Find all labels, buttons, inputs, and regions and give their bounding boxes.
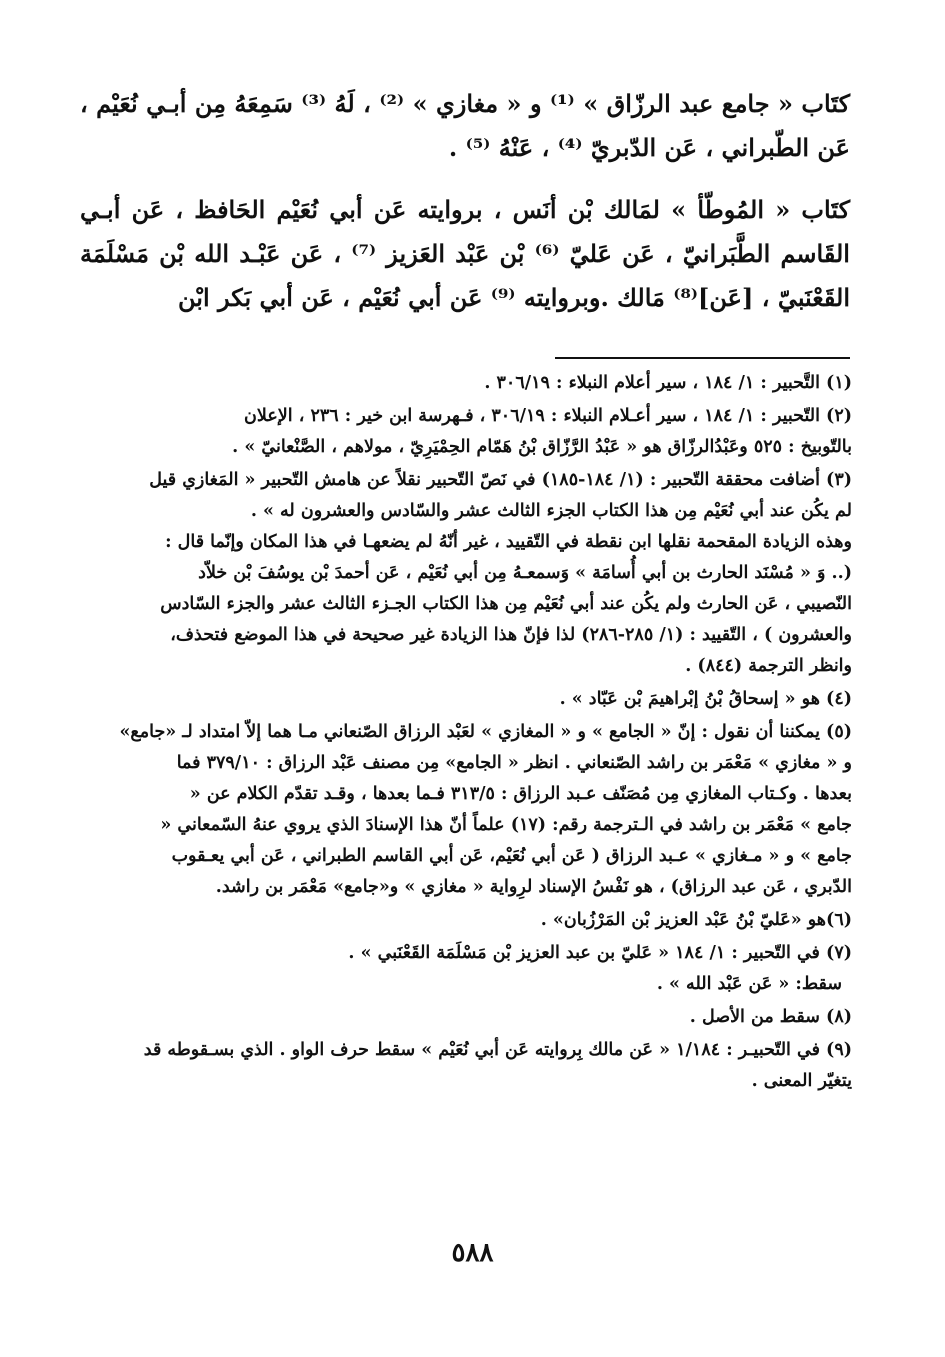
footnote-4 [75, 684, 852, 715]
footnote-5 [75, 717, 852, 903]
footnote-line: (٥) يمكننا أن نقول : إنّ « الجامع » و « المغازي » لعَبْد الرزاق الصّنعاني مـا هما إلاّ امتداد لـ «جامع» [119, 722, 852, 742]
footnote-line: (.. وَ « مُسْنَد الحارث بن أبي أُسامَة » وَسمعـهُ مِن أبي نُعَيْم ، عَن أحمدَ بْن يوسُفَ بْن خلاّد [198, 563, 852, 583]
footnote-line: جامع » مَعْمَر بن راشد في الـترجمة رقم: (١٧) علماً أنّ هذا الإسنادَ الذي يروي عنهُ السّمعاني « [160, 815, 852, 835]
footnote-line: (٨) سقط من الأصل . [689, 1007, 852, 1027]
footnote-9 [75, 1035, 852, 1097]
footnote-line: بالتّوبيخ : ٥٢٥ وعَبْدُالرزّاق هو « عَبْدُ الرَّزّاق بْنُ هَمّام الحِمْيَرِيّ ، مولاهم ، الصَّنْعانيّ » . [232, 437, 852, 457]
footnote-3 [75, 465, 852, 682]
footnote-line: سقط: « عَن عَبْد الله » . [656, 974, 842, 994]
footnote-2 [75, 401, 852, 463]
footnotes [75, 368, 852, 1099]
footnote-line: لم يكُن عند أبي نُعَيْم مِن هذا الكتاب الجزء الثالث عشر والسّادس والعشرون له » . [250, 501, 852, 521]
footnote-line: وانظر الترجمة (٨٤٤) . [685, 656, 852, 676]
page-number: ٥٨٨ [451, 1238, 494, 1268]
footnote-line: جامع » و « مـغازي » عـبد الرزاق ( عَن أبي نُعَيْم، عَن أبي القاسم الطبراني ، عَن أبي يعـقوب [171, 846, 852, 866]
footnote-line: (٢) التّحبير : ١/ ١٨٤ ، سير أعـلام النبلاء : ٣٠٦/١٩ ، فـهرسة ابن خير : ٢٣٦ ، الإعلان [244, 406, 852, 426]
footnote-line: (٤) هو « إسحاقُ بْنُ إبْراهيمَ بْن عَبّاد » . [559, 689, 852, 709]
footnote-line: النّصيبي ، عَن الحارث ولم يكُن عند أبي نُعَيْم مِن هذا الكتاب الجـزء الثالث عشر والجزء السّادس [160, 594, 852, 614]
footnote-6 [75, 905, 852, 936]
footnote-line: (٣) أضافت محققة التّحبير : (١/ ١٨٤-١٨٥) في نَصّ التّحبير نقلاً عن هامش التّحبير « المَغازي قيل [149, 470, 852, 490]
footnote-line: والعشرون ) ، التّقييد : (١/ ٢٨٥-٢٨٦) لذا فإنّ هذا الزيادة غير صحيحة في هذا الموضع فتحذف، [170, 625, 852, 645]
footnote-line: (٩) في التّحبيـر : ١/١٨٤ « عَن مالك بِروايته عَن أبي نُعَيْم » سقط حرف الواو . الذي بسـقوطه قد [143, 1040, 852, 1060]
footnote-7 [75, 938, 852, 1000]
main-text [80, 82, 850, 320]
footnote-line: يتغيّر المعنى . [751, 1071, 852, 1091]
main-paragraph-1: كتَاب « جامع عبد الرزّاق » ⁽¹⁾ و « مغازي » ⁽²⁾ ، لَهُ ⁽³⁾ سَمِعَهُ مِن أبـي نُعَيْم ، عَن الطّبراني ، عَن الدّبريّ ⁽⁴⁾ ، عَنْهُ ⁽⁵⁾ . [80, 89, 850, 162]
main-paragraph-2: كتَاب « المُوطّأ » لمَالك بْن أنَس ، بروايته عَن أبي نُعَيْم الحَافظ ، عَن أبـي القَاسم الطَّبَرانيّ ، عَن عَليّ ⁽⁶⁾ بْن عَبْد العَزيز ⁽⁷⁾ ، عَن عَبْـد الله بْن مَسْلَمَة القَعْنَبيّ ، [عَن]⁽⁸⁾ مَالك .وبروايته ⁽⁹⁾ عَن أبي نُعَيْم ، عَن أبي بَكر ابْن [80, 195, 850, 312]
footnote-line: بعدها . وكـتاب المغازي مِن مُصَنّف عـبد الرزاق : ٣١٣/٥ فـما بعدها ، وقـد تقدّم الكلام عن « [189, 784, 852, 804]
footnote-separator [555, 357, 850, 359]
footnote-1 [75, 368, 852, 399]
footnote-line: الدّبري ، عَن عبد الرزاق) ، هو نَفْسُ الإسناد لرِواية « مغازي » و«جامع» مَعْمَر بن راشد. [215, 877, 852, 897]
footnote-line: (٦)هو «عَليّ بْنُ عَبْد العزيز بْن المَرْزُبان» . [540, 910, 852, 930]
footnote-line: وهذه الزيادة المقحمة نقلها ابن نقطة في التّقييد ، غير أنّهُ لم يضعهـا في هذا المكان وإنّما قال : [165, 532, 852, 552]
footnote-line: (١) التَّحبير : ١/ ١٨٤ ، سير أعلام النبلاء : ٣٠٦/١٩ . [484, 373, 852, 393]
footnote-line: و « مغازي » مَعْمَر بن راشد الصّنعاني . انظر « الجامع» مِن مصنف عَبْد الرزاق : ٣٧٩/١٠ فما [176, 753, 852, 773]
footnote-8 [75, 1002, 852, 1033]
footnote-line: (٧) في التّحبير : ١/ ١٨٤ « عَليّ بن عبد العزيز بْن مَسْلَمَة القَعْنَبي » . [348, 943, 852, 963]
